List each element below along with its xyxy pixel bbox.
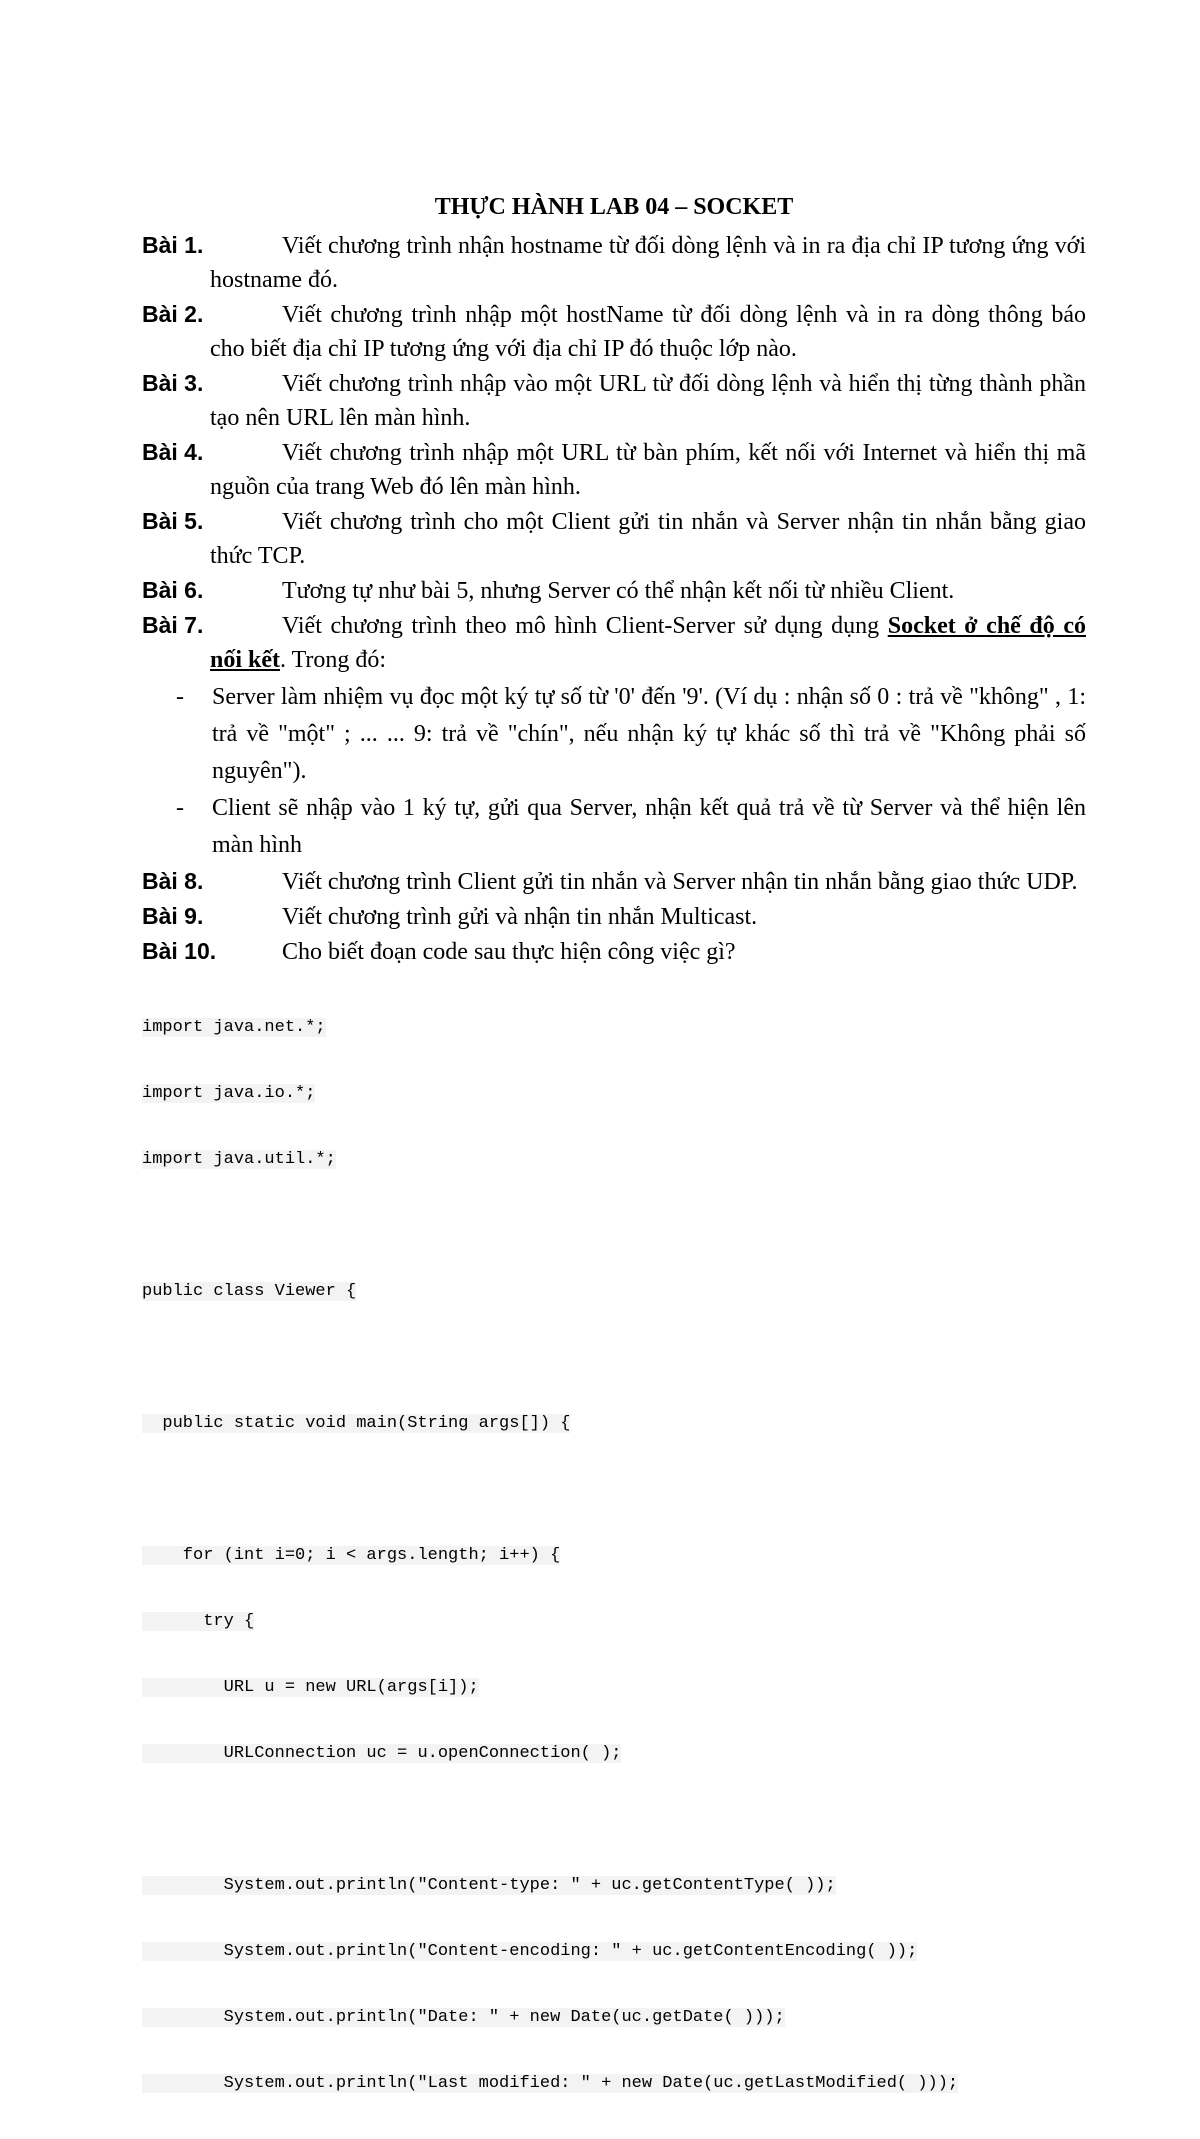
code-line: for (int i=0; i < args.length; i++) { (142, 1546, 561, 1565)
code-line: URLConnection uc = u.openConnection( ); (142, 1744, 622, 1763)
exercise-number: Bài 2. (142, 301, 204, 327)
exercise-9 (142, 899, 1086, 934)
bullet-item (142, 679, 1086, 790)
exercise-text: Viết chương trình nhận hostname từ đối dòng lệnh và in ra địa chỉ IP tương ứng với hostname đó. (210, 233, 1086, 293)
code-line: System.out.println("Last modified: " + new Date(uc.getLastModified( ))); (142, 2074, 959, 2093)
exercise-number: Bài 3. (142, 370, 204, 396)
code-line: try { (142, 1612, 255, 1631)
exercise-text (210, 613, 1086, 673)
exercise-5 (142, 504, 1086, 573)
exercise-number: Bài 7. (142, 612, 204, 638)
underlined-phrase: Socket ở chế độ có nối kết (210, 613, 1086, 673)
exercise-2 (142, 297, 1086, 366)
code-line (142, 1479, 1086, 1501)
exercise-text: Viết chương trình nhập vào một URL từ đối dòng lệnh và hiển thị từng thành phần tạo nên URL lên màn hình. (210, 371, 1086, 431)
exercise-text: Viết chương trình Client gửi tin nhắn và Server nhận tin nhắn bằng giao thức UDP. (282, 869, 1078, 895)
bullet-text: Client sẽ nhập vào 1 ký tự, gửi qua Server, nhận kết quả trả về từ Server và thể hiện lên màn hình (212, 795, 1086, 858)
exercise-number: Bài 6. (142, 577, 204, 603)
exercise-text: Tương tự như bài 5, nhưng Server có thể nhận kết nối từ nhiều Client. (282, 578, 955, 604)
code-line: System.out.println("Date: " + new Date(uc.getDate( ))); (142, 2008, 785, 2027)
code-line: System.out.println("Content-encoding: " + uc.getContentEncoding( )); (142, 1942, 918, 1961)
code-line (142, 1809, 1086, 1831)
exercise-number: Bài 9. (142, 903, 204, 929)
exercise-number: Bài 4. (142, 439, 204, 465)
exercise-8 (142, 864, 1086, 899)
code-line (142, 1215, 1086, 1237)
exercise-6 (142, 573, 1086, 608)
exercise-number: Bài 5. (142, 508, 204, 534)
exercise-1 (142, 228, 1086, 297)
exercise-10 (142, 934, 1086, 969)
document-page (142, 190, 1086, 2139)
bullet-text: Server làm nhiệm vụ đọc một ký tự số từ '0' đến '9'. (Ví dụ : nhận số 0 : trả về "không" , 1: trả về "một" ; ... ... 9: trả về "chín", nếu nhận ký tự khác số thì trả về "Không phải số nguyên"). (212, 684, 1086, 784)
exercise-7 (142, 608, 1086, 677)
page-title: THỰC HÀNH LAB 04 – SOCKET (434, 194, 794, 220)
code-line (142, 1347, 1086, 1369)
exercise-number: Bài 10. (142, 938, 217, 964)
exercise-text-after: . Trong đó: (280, 647, 387, 673)
exercise-text: Viết chương trình cho một Client gửi tin nhắn và Server nhận tin nhắn bằng giao thức TCP. (210, 509, 1086, 569)
exercise-text: Viết chương trình nhập một hostName từ đối dòng lệnh và in ra dòng thông báo cho biết địa chỉ IP tương ứng với địa chỉ IP đó thuộc lớp nào. (210, 302, 1086, 362)
exercise-4 (142, 435, 1086, 504)
code-line: System.out.println("Content-type: " + uc.getContentType( )); (142, 1876, 836, 1895)
code-line: import java.net.*; (142, 1018, 326, 1037)
exercise-number: Bài 8. (142, 868, 204, 894)
code-line: URL u = new URL(args[i]); (142, 1678, 479, 1697)
code-line: import java.io.*; (142, 1084, 316, 1103)
exercise-3 (142, 366, 1086, 435)
exercise-number: Bài 1. (142, 232, 204, 258)
exercise-text-before: Viết chương trình theo mô hình Client-Server sử dụng dụng (282, 613, 888, 639)
bullet-dash: - (176, 795, 184, 821)
bullet-item (142, 790, 1086, 864)
code-line: public static void main(String args[]) { (142, 1414, 571, 1433)
code-line: public class Viewer { (142, 1282, 357, 1301)
code-block (142, 973, 1086, 2139)
exercise-text: Viết chương trình nhập một URL từ bàn phím, kết nối với Internet và hiển thị mã nguồn của trang Web đó lên màn hình. (210, 440, 1086, 500)
code-line: import java.util.*; (142, 1150, 336, 1169)
bullet-dash: - (176, 684, 184, 710)
exercise-text: Viết chương trình gửi và nhận tin nhắn Multicast. (282, 904, 758, 930)
exercise-text: Cho biết đoạn code sau thực hiện công việc gì? (282, 939, 736, 965)
exercise-7-bullets (142, 679, 1086, 864)
